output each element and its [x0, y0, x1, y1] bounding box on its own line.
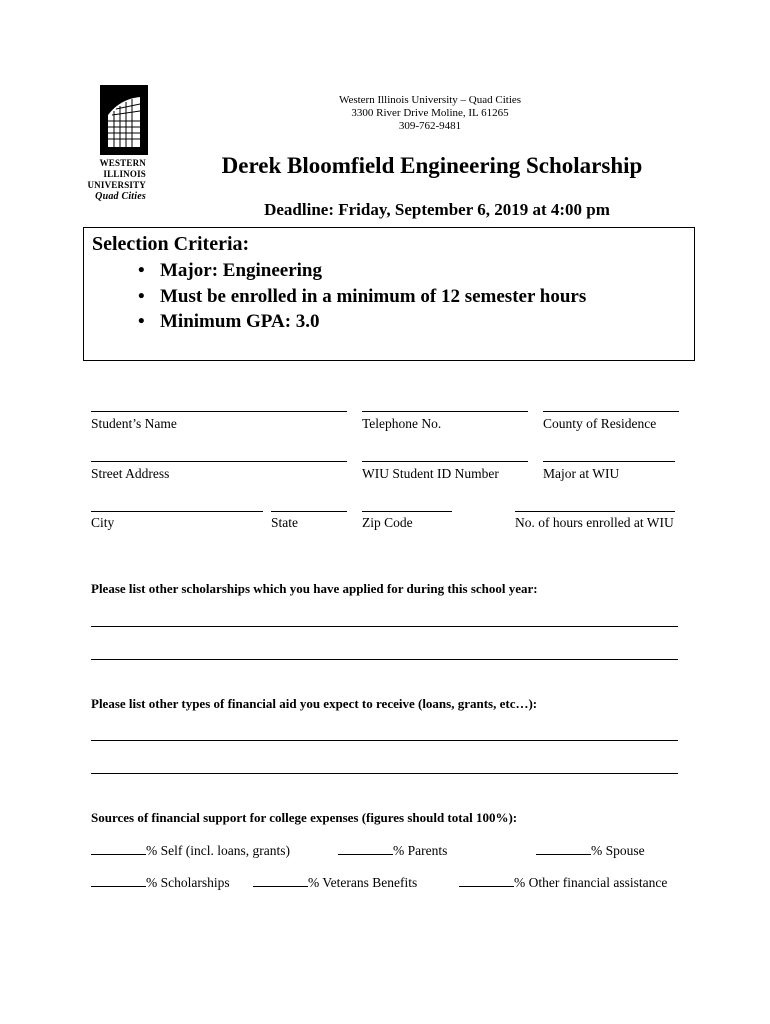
- logo-line-western: WESTERN: [99, 158, 146, 168]
- major-label: Major at WIU: [543, 466, 620, 481]
- veterans-percent-input[interactable]: [253, 875, 308, 887]
- university-logo-wordmark: [80, 158, 146, 202]
- major-field[interactable]: [543, 461, 675, 462]
- parents-percent-label: % Parents: [393, 843, 448, 858]
- university-address: [280, 94, 580, 133]
- other-percent-input[interactable]: [459, 875, 514, 887]
- student-name-field[interactable]: [91, 411, 347, 412]
- criteria-item: [138, 258, 586, 284]
- zip-field[interactable]: [362, 511, 452, 512]
- sources-question: Sources of financial support for college expenses (figures should total 100%):: [91, 810, 518, 825]
- county-label: County of Residence: [543, 416, 657, 431]
- financial-aid-answer-line-2[interactable]: [91, 773, 678, 774]
- other-percent-label: % Other financial assistance: [514, 875, 668, 890]
- county-field[interactable]: [543, 411, 679, 412]
- address-line-2: 3300 River Drive Moline, IL 61265: [351, 107, 509, 119]
- street-address-field[interactable]: [91, 461, 347, 462]
- scholarships-percent-label: % Scholarships: [146, 875, 230, 890]
- scholarships-answer-line-2[interactable]: [91, 659, 678, 660]
- parents-percent-row: [338, 843, 447, 859]
- spouse-percent-input[interactable]: [536, 843, 591, 855]
- wiu-id-field[interactable]: [362, 461, 528, 462]
- financial-aid-answer-line-1[interactable]: [91, 740, 678, 741]
- bullet-icon: •: [138, 311, 145, 332]
- state-field[interactable]: [271, 511, 347, 512]
- street-address-label: Street Address: [91, 466, 170, 481]
- hours-enrolled-field[interactable]: [515, 511, 675, 512]
- spouse-percent-row: [536, 843, 645, 859]
- document-title: Derek Bloomfield Engineering Scholarship: [221, 153, 643, 178]
- criteria-list: [138, 258, 586, 335]
- logo-line-university: UNIVERSITY: [87, 180, 146, 190]
- logo-line-quad-cities: Quad Cities: [95, 191, 146, 202]
- bullet-icon: •: [138, 260, 145, 281]
- veterans-percent-row: [253, 875, 417, 891]
- city-field[interactable]: [91, 511, 263, 512]
- financial-aid-question: Please list other types of financial aid you expect to receive (loans, grants, etc…):: [91, 696, 538, 711]
- scholarships-question: Please list other scholarships which you have applied for during this school year:: [91, 581, 538, 596]
- criteria-item: [138, 309, 586, 335]
- self-percent-row: [91, 843, 290, 859]
- deadline-text: Deadline: Friday, September 6, 2019 at 4:00 pm: [264, 200, 610, 219]
- address-line-1: Western Illinois University – Quad Cities: [338, 94, 522, 106]
- self-percent-label: % Self (incl. loans, grants): [146, 843, 290, 858]
- spouse-percent-label: % Spouse: [591, 843, 645, 858]
- city-label: City: [91, 515, 115, 530]
- hours-enrolled-label: No. of hours enrolled at WIU: [515, 515, 674, 530]
- scholarships-answer-line-1[interactable]: [91, 626, 678, 627]
- address-line-3: 309-762-9481: [398, 120, 462, 132]
- self-percent-input[interactable]: [91, 843, 146, 855]
- bullet-icon: •: [138, 285, 145, 307]
- criteria-heading: Selection Criteria:: [92, 233, 250, 255]
- criteria-item-text: Minimum GPA: 3.0: [160, 311, 320, 332]
- state-label: State: [271, 515, 298, 530]
- criteria-item-text: Major: Engineering: [160, 260, 323, 281]
- telephone-field[interactable]: [362, 411, 528, 412]
- wiu-id-label: WIU Student ID Number: [362, 466, 499, 481]
- zip-label: Zip Code: [362, 515, 413, 530]
- criteria-item: [138, 284, 586, 310]
- university-logo-building-icon: [100, 85, 148, 155]
- telephone-label: Telephone No.: [362, 416, 442, 431]
- parents-percent-input[interactable]: [338, 843, 393, 855]
- logo-line-illinois: ILLINOIS: [103, 169, 146, 179]
- scholarships-percent-input[interactable]: [91, 875, 146, 887]
- criteria-item-text: Must be enrolled in a minimum of 12 semester hours: [160, 285, 587, 307]
- veterans-percent-label: % Veterans Benefits: [308, 875, 418, 890]
- student-name-label: Student’s Name: [91, 416, 177, 431]
- scholarships-percent-row: [91, 875, 230, 891]
- other-percent-row: [459, 875, 667, 891]
